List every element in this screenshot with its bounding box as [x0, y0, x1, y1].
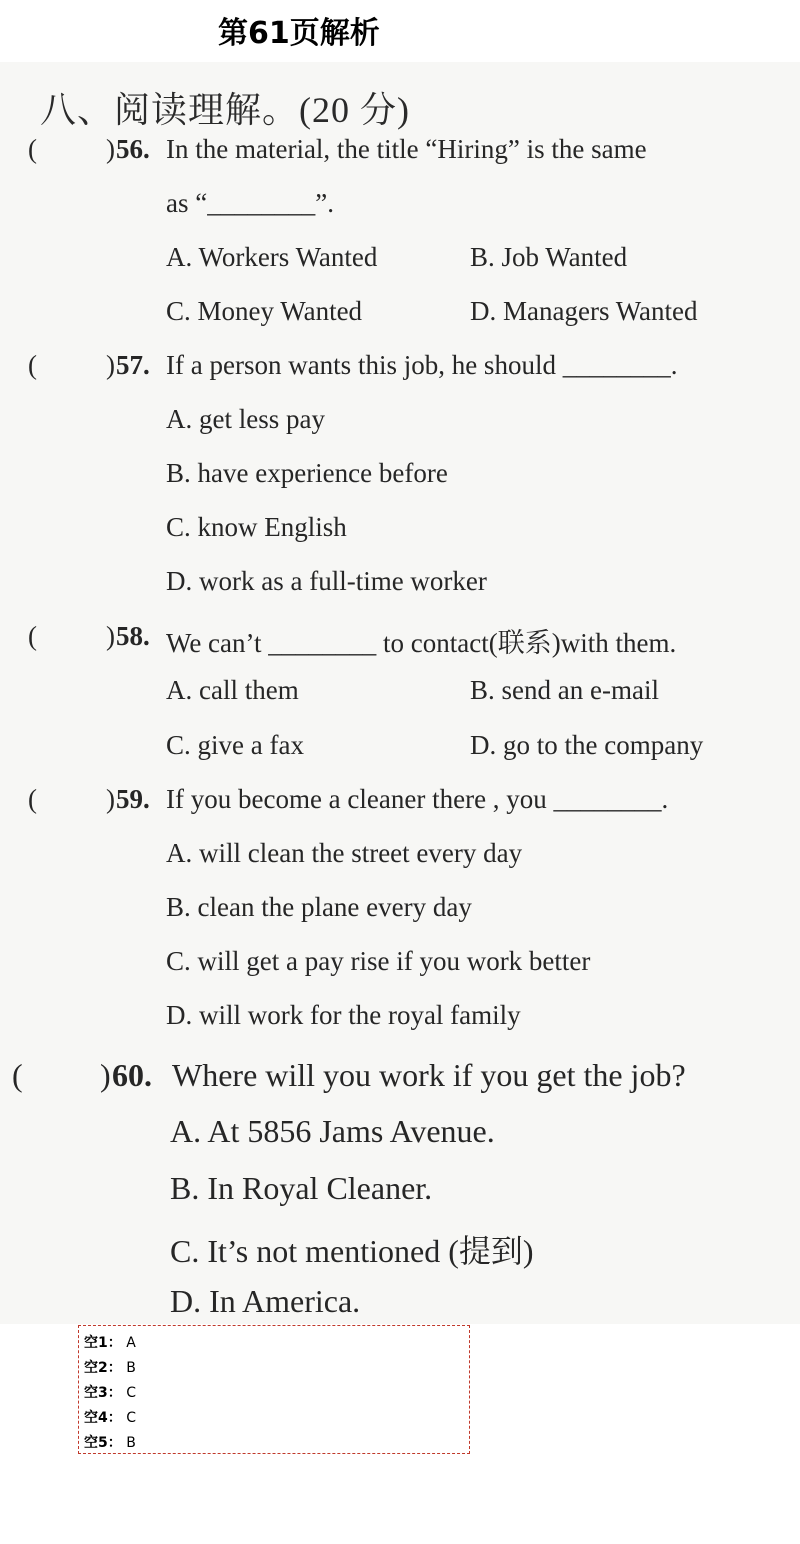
option: D. go to the company — [470, 730, 704, 760]
option: C. It’s not mentioned (提到) — [170, 1233, 534, 1269]
answer-label: 空5： — [84, 1435, 122, 1451]
question-number: 57. — [116, 350, 150, 380]
question-number: 58. — [116, 621, 150, 651]
answer-paren-close: ) — [106, 621, 115, 651]
option: B. In Royal Cleaner. — [170, 1170, 433, 1206]
answer-paren-close: ) — [106, 134, 115, 164]
option: B. have experience before — [166, 458, 448, 488]
option: C. give a fax — [166, 730, 304, 760]
option: A. At 5856 Jams Avenue. — [170, 1113, 495, 1149]
section-heading: 八、阅读理解。(20 分) — [40, 90, 410, 130]
answer-box — [78, 1325, 470, 1454]
option: D. In America. — [170, 1283, 361, 1319]
option: D. will work for the royal family — [166, 1000, 521, 1030]
answer-label: 空3： — [84, 1385, 122, 1401]
answer-paren-close: ) — [100, 1057, 111, 1093]
answer-paren-open: ( — [28, 621, 37, 651]
option: A. Workers Wanted — [166, 242, 378, 272]
answer-row — [84, 1332, 136, 1352]
answer-row — [84, 1432, 136, 1452]
option: B. Job Wanted — [470, 242, 628, 272]
answer-paren-open: ( — [12, 1057, 23, 1093]
option: C. will get a pay rise if you work better — [166, 946, 591, 976]
answer-paren-open: ( — [28, 784, 37, 814]
answer-value: C — [126, 1385, 136, 1401]
question-stem: If you become a cleaner there , you ________. — [166, 784, 669, 814]
question-number: 56. — [116, 134, 150, 164]
option: C. know English — [166, 512, 347, 542]
option: C. Money Wanted — [166, 296, 363, 326]
question-stem: Where will you work if you get the job? — [172, 1057, 686, 1093]
question-stem-continued: as “________”. — [166, 188, 334, 218]
answer-value: B — [126, 1360, 136, 1376]
answer-row — [84, 1407, 136, 1427]
question-number: 60. — [112, 1057, 152, 1093]
answer-row — [84, 1357, 136, 1377]
option: B. send an e-mail — [470, 675, 659, 705]
answer-value: B — [126, 1435, 136, 1451]
option: D. Managers Wanted — [470, 296, 698, 326]
page-title: 第61页解析 — [218, 16, 380, 51]
answer-label: 空4： — [84, 1410, 122, 1426]
question-stem: We can’t ________ to contact(联系)with them. — [166, 628, 677, 658]
option: D. work as a full-time worker — [166, 566, 487, 596]
answer-value: C — [126, 1410, 136, 1426]
option: A. will clean the street every day — [166, 838, 523, 868]
question-stem: In the material, the title “Hiring” is the same — [166, 134, 647, 164]
answer-paren-close: ) — [106, 350, 115, 380]
answer-value: A — [126, 1335, 136, 1351]
question-stem: If a person wants this job, he should ________. — [166, 350, 678, 380]
answer-paren-open: ( — [28, 134, 37, 164]
option: A. get less pay — [166, 404, 325, 434]
question-number: 59. — [116, 784, 150, 814]
answer-label: 空2： — [84, 1360, 122, 1376]
option: A. call them — [166, 675, 299, 705]
answer-paren-open: ( — [28, 350, 37, 380]
answer-paren-close: ) — [106, 784, 115, 814]
answer-label: 空1： — [84, 1335, 122, 1351]
answer-row — [84, 1382, 136, 1402]
option: B. clean the plane every day — [166, 892, 472, 922]
